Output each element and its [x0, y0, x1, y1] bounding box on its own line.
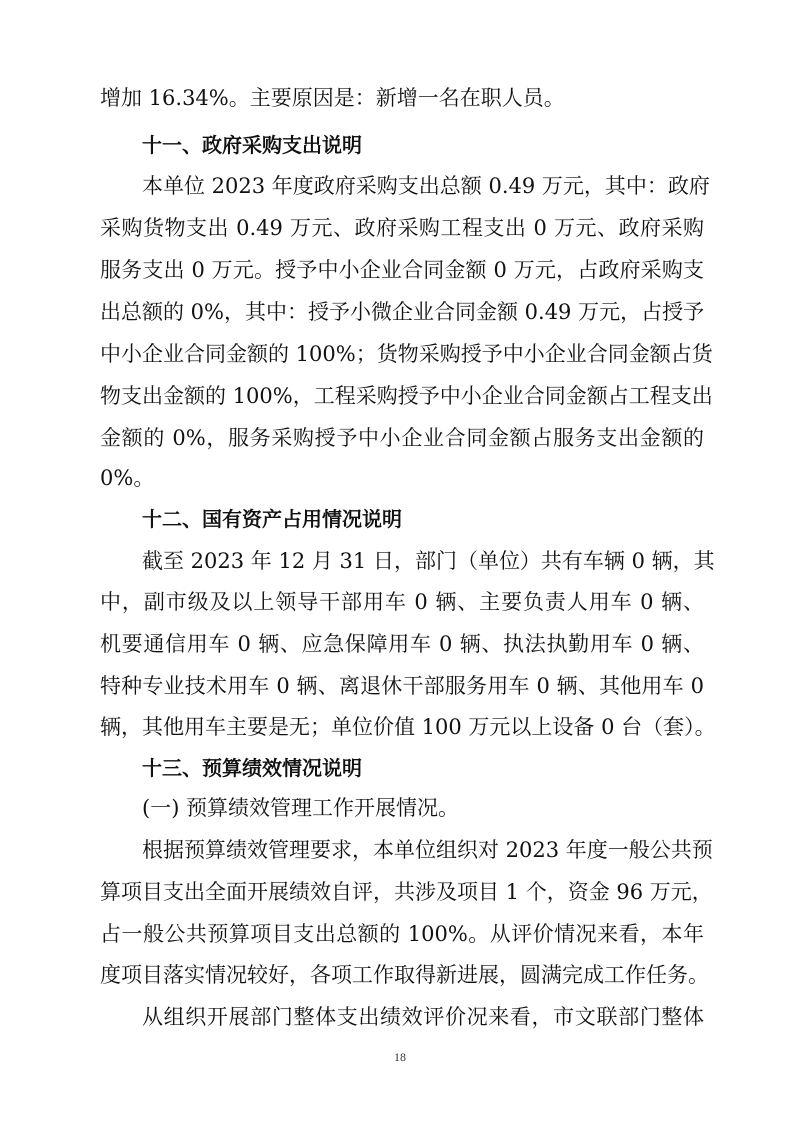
section-heading-performance: 十三、预算绩效情况说明 [142, 756, 362, 780]
paragraph-line: 中，副市级及以上领导干部用车 0 辆、主要负责人用车 0 辆、 [100, 590, 704, 614]
paragraph-line: 本单位 2023 年度政府采购支出总额 0.49 万元，其中：政府 [142, 174, 710, 198]
paragraph-line: 物支出金额的 100%，工程采购授予中小企业合同金额占工程支出 [100, 384, 713, 408]
paragraph-line: 出总额的 0%，其中：授予小微企业合同金额 0.49 万元，占授予 [100, 300, 705, 324]
paragraph-line: 服务支出 0 万元。授予中小企业合同金额 0 万元，占政府采购支 [100, 258, 704, 282]
paragraph-line: 度项目落实情况较好，各项工作取得新进展，圆满完成工作任务。 [100, 963, 709, 987]
paragraph-line: 0%。 [100, 466, 155, 490]
paragraph-line: 辆，其他用车主要是无；单位价值 100 万元以上设备 0 台（套）。 [100, 715, 716, 739]
paragraph-line: 根据预算绩效管理要求，本单位组织对 2023 年度一般公共预 [142, 838, 713, 862]
paragraph-line: 增加 16.34%。主要原因是：新增一名在职人员。 [100, 86, 565, 110]
paragraph-line: 机要通信用车 0 辆、应急保障用车 0 辆、执法执勤用车 0 辆、 [100, 632, 704, 656]
paragraph-line: 金额的 0%，服务采购授予中小企业合同金额占服务支出金额的 [100, 426, 704, 450]
paragraph-line: 截至 2023 年 12 月 31 日，部门（单位）共有车辆 0 辆，其 [142, 549, 715, 573]
subsection-heading: (一) 预算绩效管理工作开展情况。 [142, 796, 460, 820]
paragraph-line: 从组织开展部门整体支出绩效评价况来看，市文联部门整体 [142, 1005, 704, 1029]
paragraph-line: 采购货物支出 0.49 万元、政府采购工程支出 0 万元、政府采购 [100, 216, 704, 240]
paragraph-line: 特种专业技术用车 0 辆、离退休干部服务用车 0 辆、其他用车 0 [100, 674, 704, 698]
section-heading-assets: 十二、国有资产占用情况说明 [142, 507, 402, 531]
paragraph-line: 中小企业合同金额的 100%；货物采购授予中小企业合同金额占货 [100, 342, 713, 366]
paragraph-line: 算项目支出全面开展绩效自评，共涉及项目 1 个，资金 96 万元， [100, 880, 713, 904]
paragraph-line: 占一般公共预算项目支出总额的 100%。从评价情况来看，本年 [100, 922, 704, 946]
section-heading-procurement: 十一、政府采购支出说明 [142, 133, 362, 157]
page-number: 18 [394, 1050, 406, 1064]
